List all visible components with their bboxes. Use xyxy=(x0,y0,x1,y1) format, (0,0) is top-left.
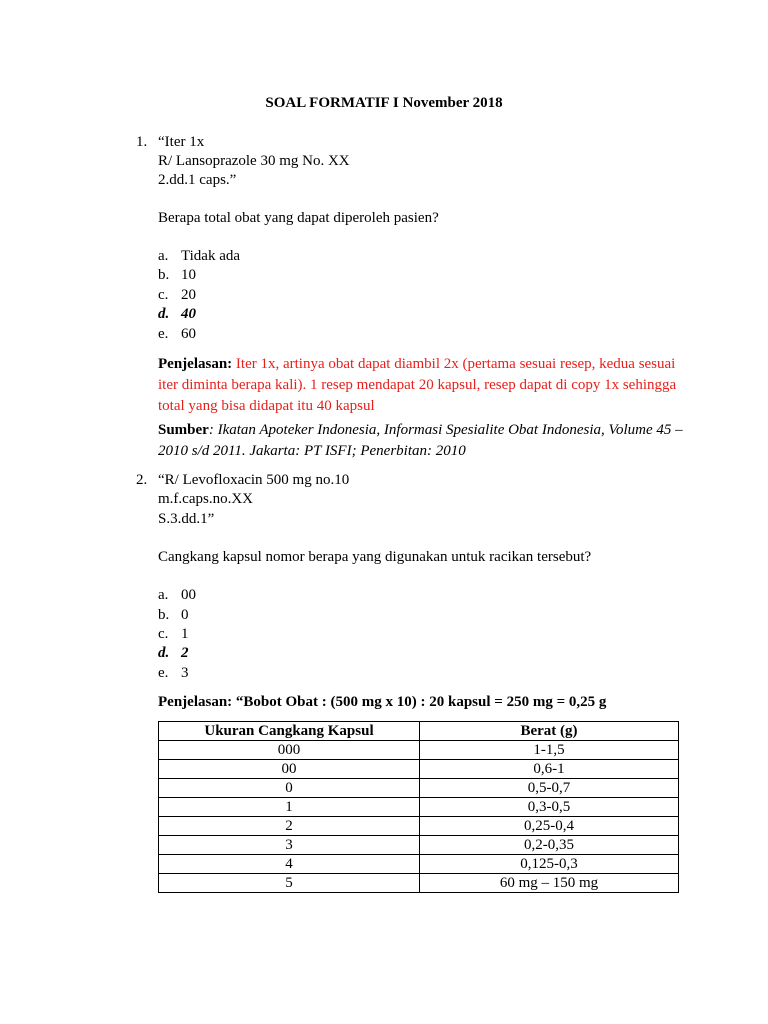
table-cell-weight: 60 mg – 150 mg xyxy=(420,874,679,893)
q1-source-text: : Ikatan Apoteker Indonesia, Informasi Spesialite Obat Indonesia, Volume 45 – 2010 s/d 2011. Jakarta: PT ISFI; Penerbitan: 2010 xyxy=(158,422,683,459)
q2-option-d-text-answer: 2 xyxy=(181,645,189,661)
question-2-number: 2. xyxy=(136,472,148,488)
q2-rx-line-2: m.f.caps.no.XX xyxy=(158,491,253,507)
table-cell-weight: 0,125-0,3 xyxy=(420,855,679,874)
table-cell-size: 00 xyxy=(159,760,420,779)
q1-option-c-letter: c. xyxy=(158,287,169,303)
q2-option-e-text: 3 xyxy=(181,665,189,681)
q1-explanation-text: Iter 1x, artinya obat dapat diambil 2x (pertama sesuai resep, kedua sesuai iter diminta berapa kali). 1 resep mendapat 20 kapsul, resep dapat di copy 1x sehingga total yang bisa didapat itu 40 kapsul xyxy=(158,356,677,414)
q2-explanation-text: “Bobot Obat : (500 mg x 10) : 20 kapsul = 250 mg = 0,25 g xyxy=(235,694,607,710)
q2-option-a-text: 00 xyxy=(181,587,196,603)
table-cell-weight: 0,2-0,35 xyxy=(420,836,679,855)
q1-rx-line-2: R/ Lansoprazole 30 mg No. XX xyxy=(158,153,350,169)
table-cell-size: 3 xyxy=(159,836,420,855)
q1-option-a-text: Tidak ada xyxy=(181,248,241,264)
table-row xyxy=(159,836,679,855)
q1-source-label: Sumber xyxy=(158,422,209,438)
q1-option-d-text-answer: 40 xyxy=(181,306,196,322)
capsule-size-table xyxy=(158,721,679,893)
q1-option-b-letter: b. xyxy=(158,267,170,283)
table-row xyxy=(159,760,679,779)
table-cell-weight: 0,5-0,7 xyxy=(420,779,679,798)
q1-explanation xyxy=(158,354,688,417)
question-1-number: 1. xyxy=(136,134,148,150)
page-title: SOAL FORMATIF I November 2018 xyxy=(265,95,503,111)
table-cell-size: 000 xyxy=(159,741,420,760)
table-cell-weight: 0,3-0,5 xyxy=(420,798,679,817)
q2-option-a-letter: a. xyxy=(158,587,169,603)
q1-source xyxy=(158,420,688,462)
q1-option-a-letter: a. xyxy=(158,248,169,264)
table-cell-weight: 1-1,5 xyxy=(420,741,679,760)
q1-option-b-text: 10 xyxy=(181,267,196,283)
q1-rx-line-1: “Iter 1x xyxy=(158,134,205,150)
q2-option-e-letter: e. xyxy=(158,665,169,681)
table-row xyxy=(159,798,679,817)
q1-option-c-text: 20 xyxy=(181,287,196,303)
table-header-row xyxy=(159,722,679,741)
table-row xyxy=(159,779,679,798)
q2-rx-line-1: “R/ Levofloxacin 500 mg no.10 xyxy=(158,472,350,488)
q2-option-d-letter: d. xyxy=(158,645,170,661)
table-header-weight: Berat (g) xyxy=(420,722,679,741)
q2-option-c-letter: c. xyxy=(158,626,169,642)
q1-option-e-text: 60 xyxy=(181,326,196,342)
q2-option-b-letter: b. xyxy=(158,607,170,623)
table-cell-size: 1 xyxy=(159,798,420,817)
table-row xyxy=(159,874,679,893)
q1-rx-line-3: 2.dd.1 caps.” xyxy=(158,172,237,188)
q2-rx-line-3: S.3.dd.1” xyxy=(158,511,215,527)
q1-option-e-letter: e. xyxy=(158,326,169,342)
table-cell-size: 2 xyxy=(159,817,420,836)
table-cell-weight: 0,6-1 xyxy=(420,760,679,779)
q2-option-c-text: 1 xyxy=(181,626,189,642)
table-cell-size: 5 xyxy=(159,874,420,893)
table-cell-size: 4 xyxy=(159,855,420,874)
table-header-size: Ukuran Cangkang Kapsul xyxy=(159,722,420,741)
table-cell-size: 0 xyxy=(159,779,420,798)
q2-explanation-label: Penjelasan: xyxy=(158,694,233,710)
table-row xyxy=(159,741,679,760)
q2-question: Cangkang kapsul nomor berapa yang digunakan untuk racikan tersebut? xyxy=(158,549,592,565)
table-row xyxy=(159,855,679,874)
q1-explanation-label: Penjelasan: xyxy=(158,356,233,372)
q1-option-d-letter: d. xyxy=(158,306,170,322)
q1-question: Berapa total obat yang dapat diperoleh pasien? xyxy=(158,210,439,226)
q2-option-b-text: 0 xyxy=(181,607,189,623)
table-row xyxy=(159,817,679,836)
q2-explanation xyxy=(158,693,606,712)
table-cell-weight: 0,25-0,4 xyxy=(420,817,679,836)
